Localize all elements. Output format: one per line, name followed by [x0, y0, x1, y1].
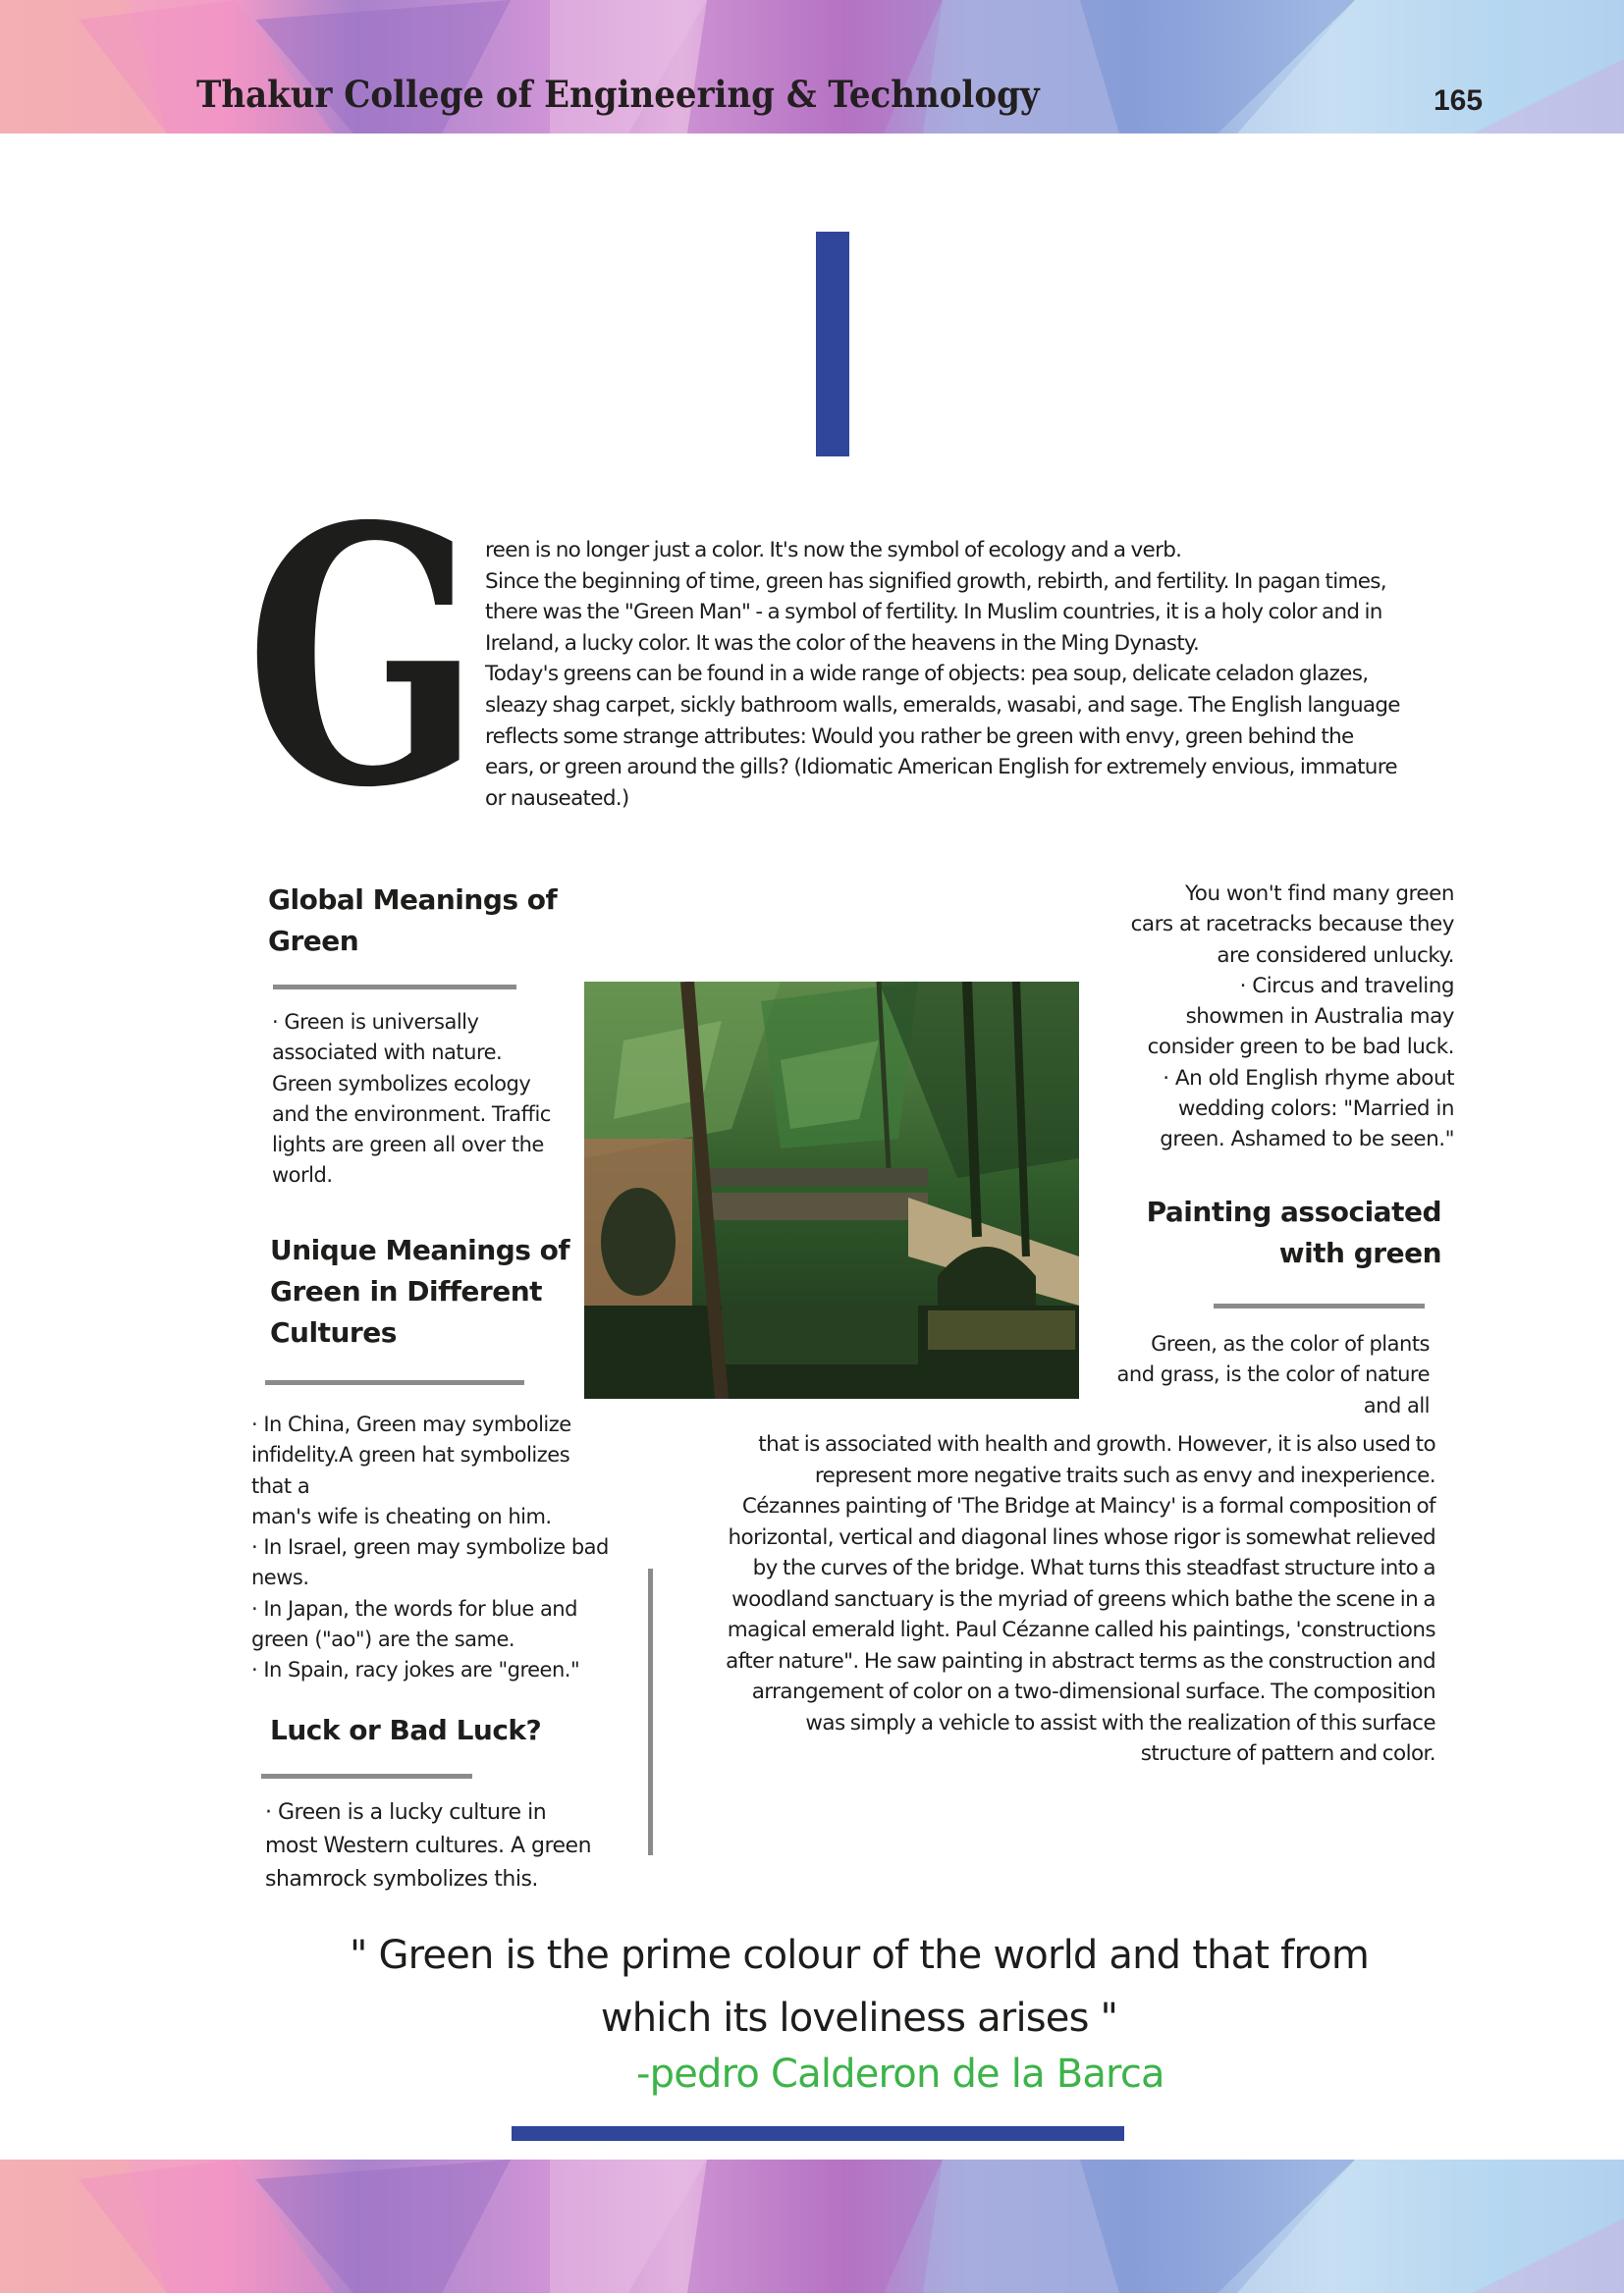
- painting-illustration: [584, 982, 1079, 1399]
- text-line: · Green is universally: [272, 1010, 479, 1034]
- blue-vertical-accent-bar: [816, 232, 849, 456]
- painting-intro-text: [1117, 1329, 1430, 1421]
- college-title: Thakur College of Engineering & Technology: [196, 73, 1040, 116]
- header-banner: [0, 0, 1624, 133]
- text-line: You won't find many green: [1185, 881, 1454, 906]
- text-line: shamrock symbolizes this.: [265, 1867, 538, 1892]
- text-line: cars at racetracks because they: [1130, 912, 1454, 937]
- intro-line: sleazy shag carpet, sickly bathroom walls, emeralds, wasabi, and sage. The English language: [485, 692, 1400, 718]
- text-line: and the environment. Traffic: [272, 1101, 551, 1126]
- section-divider: [261, 1774, 472, 1779]
- text-line: that is associated with health and growth. However, it is also used to: [758, 1432, 1435, 1457]
- blue-horizontal-accent-bar: [512, 2126, 1124, 2141]
- text-line: structure of pattern and color.: [1140, 1741, 1435, 1766]
- text-line: woodland sanctuary is the myriad of greens which bathe the scene in a: [731, 1586, 1435, 1612]
- text-line: showmen in Australia may: [1185, 1004, 1454, 1030]
- pull-quote: [245, 1924, 1473, 2050]
- section-divider: [1214, 1304, 1425, 1308]
- quote-line: " Green is the prime colour of the world and that from: [349, 1933, 1370, 1978]
- page-number: 165: [1434, 84, 1484, 117]
- text-line: that a: [251, 1473, 310, 1498]
- vertical-divider: [648, 1569, 653, 1855]
- text-line: Green, as the color of plants: [1151, 1332, 1430, 1356]
- text-line: after nature". He saw painting in abstract terms as the construction and: [726, 1648, 1435, 1674]
- polygon-pattern-decoration: [0, 2160, 1624, 2293]
- text-line: · In China, Green may symbolize: [251, 1413, 571, 1436]
- heading-line: Unique Meanings of: [270, 1234, 570, 1266]
- luck-text: [265, 1796, 591, 1896]
- text-line: was simply a vehicle to assist with the realization of this surface: [805, 1710, 1435, 1735]
- unique-meanings-text: [251, 1410, 609, 1686]
- intro-line: reen is no longer just a color. It's now the symbol of ecology and a verb.: [485, 538, 1182, 562]
- text-line: Cézannes painting of 'The Bridge at Maincy' is a formal composition of: [741, 1494, 1435, 1519]
- text-line: wedding colors: "Married in: [1177, 1096, 1454, 1122]
- text-line: Green symbolizes ecology: [272, 1071, 531, 1095]
- text-line: · In Japan, the words for blue and: [251, 1596, 577, 1621]
- unique-meanings-heading: [270, 1230, 569, 1354]
- painting-heading: [1147, 1192, 1441, 1274]
- text-line: world.: [272, 1163, 333, 1188]
- text-line: infidelity.A green hat symbolizes: [251, 1443, 570, 1468]
- section-divider: [273, 985, 516, 989]
- text-line: most Western cultures. A green: [265, 1834, 592, 1858]
- text-line: associated with nature.: [272, 1041, 503, 1065]
- text-line: lights are green all over the: [272, 1133, 544, 1157]
- text-line: by the curves of the bridge. What turns this steadfast structure into a: [752, 1556, 1435, 1580]
- heading-line: with green: [1278, 1237, 1441, 1269]
- text-line: green ("ao") are the same.: [251, 1628, 515, 1652]
- heading-line: Global Meanings of: [268, 883, 558, 916]
- text-line: and grass, is the color of nature: [1116, 1362, 1430, 1387]
- quote-author: -pedro Calderon de la Barca: [636, 2052, 1164, 2097]
- text-line: news.: [251, 1566, 309, 1590]
- text-line: green. Ashamed to be seen.": [1160, 1127, 1454, 1152]
- text-line: represent more negative traits such as envy and inexperience.: [814, 1463, 1435, 1488]
- intro-line: there was the "Green Man" - a symbol of fertility. In Muslim countries, it is a holy color and in: [485, 600, 1382, 625]
- heading-line: Cultures: [270, 1316, 397, 1349]
- text-line: and all: [1363, 1393, 1430, 1417]
- intro-line: Today's greens can be found in a wide range of objects: pea soup, delicate celadon glazes,: [485, 662, 1369, 687]
- global-meanings-text: [272, 1007, 551, 1192]
- text-line: · Green is a lucky culture in: [265, 1800, 547, 1825]
- heading-line: Painting associated: [1146, 1196, 1441, 1228]
- intro-line: Since the beginning of time, green has signified growth, rebirth, and fertility. In pagan times,: [485, 568, 1386, 594]
- text-line: arrangement of color on a two-dimensional surface. The composition: [751, 1680, 1435, 1704]
- intro-line: reflects some strange attributes: Would you rather be green with envy, green behind the: [485, 723, 1354, 749]
- text-line: · In Spain, racy jokes are "green.": [251, 1658, 580, 1682]
- footer-banner: [0, 2160, 1624, 2293]
- text-line: horizontal, vertical and diagonal lines whose rigor is somewhat relieved: [728, 1524, 1435, 1550]
- global-meanings-heading: [268, 880, 557, 962]
- intro-line: ears, or green around the gills? (Idiomatic American English for extremely envious, immature: [485, 755, 1397, 780]
- heading-line: Green in Different: [270, 1275, 543, 1308]
- intro-paragraph: [485, 535, 1467, 814]
- intro-line: or nauseated.): [485, 785, 629, 811]
- text-line: magical emerald light. Paul Cézanne called his paintings, 'constructions: [727, 1618, 1435, 1642]
- text-line: man's wife is cheating on him.: [251, 1504, 552, 1528]
- intro-line: Ireland, a lucky color. It was the color of the heavens in the Ming Dynasty.: [485, 630, 1200, 656]
- text-line: · An old English rhyme about: [1163, 1065, 1454, 1091]
- quote-line: which its loveliness arises ": [600, 1996, 1118, 2041]
- painting-bridge-at-maincy: [584, 982, 1079, 1399]
- heading-line: Green: [268, 925, 359, 957]
- text-line: · Circus and traveling: [1239, 973, 1454, 998]
- text-line: · In Israel, green may symbolize bad: [251, 1535, 609, 1560]
- painting-essay: [677, 1429, 1435, 1770]
- luck-heading: Luck or Bad Luck?: [270, 1714, 542, 1746]
- drop-cap-letter: G: [245, 450, 481, 865]
- text-line: consider green to be bad luck.: [1147, 1035, 1454, 1060]
- text-line: are considered unlucky.: [1217, 942, 1454, 968]
- right-column-text: [1131, 879, 1454, 1155]
- section-divider: [265, 1380, 524, 1385]
